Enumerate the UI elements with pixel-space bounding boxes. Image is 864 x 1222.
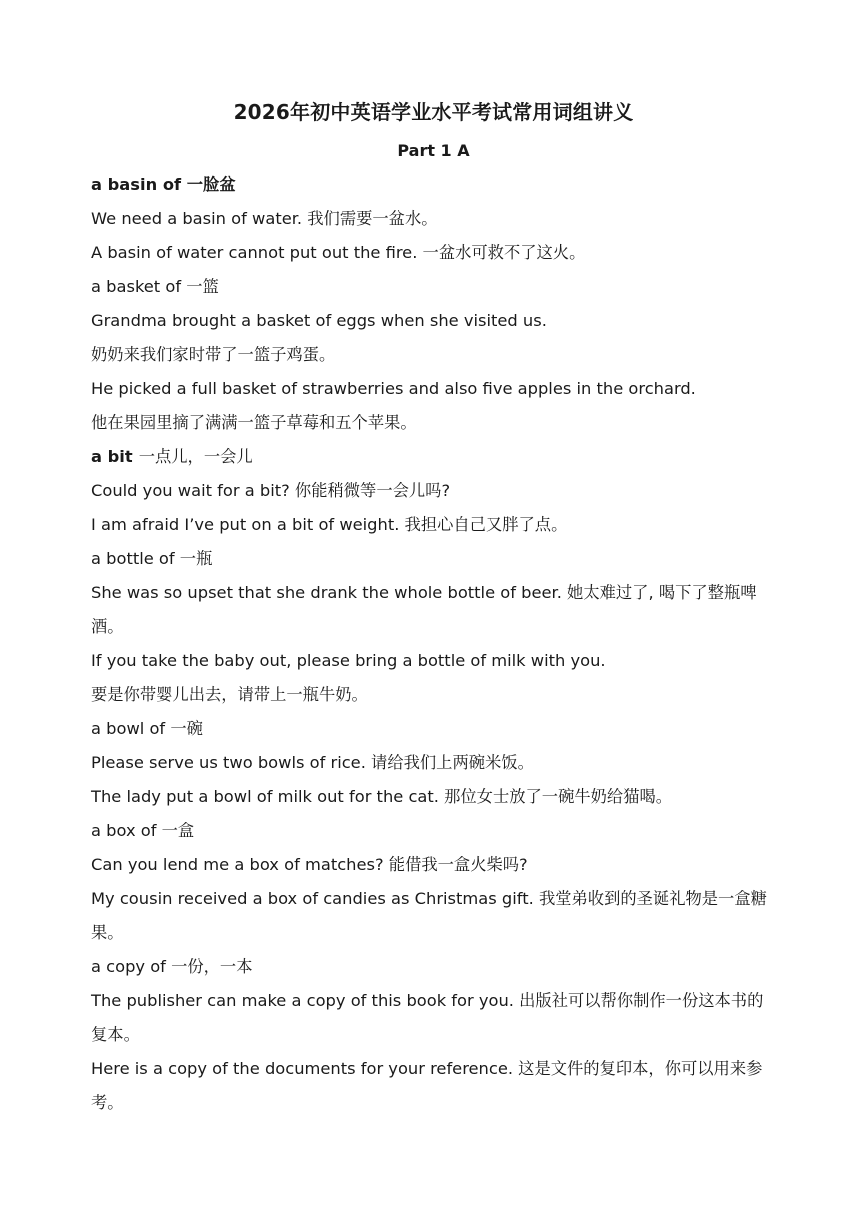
phrase-heading-basket: a basket of 一篮: [91, 277, 219, 296]
example-sentence: Grandma brought a basket of eggs when she visited us.: [91, 311, 547, 330]
example-sentence: We need a basin of water. 我们需要一盆水。: [91, 209, 438, 228]
example-sentence: She was so upset that she drank the whole bottle of beer. 她太难过了, 喝下了整瓶啤酒。: [91, 583, 757, 636]
phrase-heading-copy: a copy of 一份，一本: [91, 957, 253, 976]
example-sentence: He picked a full basket of strawberries and also five apples in the orchard.: [91, 379, 696, 398]
example-translation: 奶奶来我们家时带了一篮子鸡蛋。: [91, 345, 336, 364]
example-translation: 他在果园里摘了满满一篮子草莓和五个苹果。: [91, 413, 417, 432]
example-sentence: Could you wait for a bit? 你能稍微等一会儿吗?: [91, 481, 451, 500]
part-heading: Part 1 A: [397, 141, 470, 160]
example-sentence: Please serve us two bowls of rice. 请给我们上两碗米饭。: [91, 753, 534, 772]
phrase-heading-bottle: a bottle of 一瓶: [91, 549, 213, 568]
phrase-heading-bowl: a bowl of 一碗: [91, 719, 203, 738]
example-sentence: Can you lend me a box of matches? 能借我一盒火柴吗?: [91, 855, 528, 874]
example-sentence: The publisher can make a copy of this book for you. 出版社可以帮你制作一份这本书的复本。: [91, 991, 764, 1044]
phrase-heading-box: a box of 一盒: [91, 821, 195, 840]
phrase-term: a bit: [91, 447, 133, 466]
example-sentence: If you take the baby out, please bring a bottle of milk with you.: [91, 651, 606, 670]
phrase-heading-bit: [91, 440, 776, 474]
phrase-heading-basin: a basin of 一脸盆: [91, 175, 236, 194]
phrase-meaning: 一点儿，一会儿: [138, 447, 253, 466]
example-sentence: I am afraid I’ve put on a bit of weight. 我担心自己又胖了点。: [91, 515, 568, 534]
page-title: 2026年初中英语学业水平考试常用词组讲义: [233, 100, 634, 124]
example-sentence: My cousin received a box of candies as Christmas gift. 我堂弟收到的圣诞礼物是一盒糖果。: [91, 889, 767, 942]
example-translation: 要是你带婴儿出去，请带上一瓶牛奶。: [91, 685, 368, 704]
example-sentence: Here is a copy of the documents for your reference. 这是文件的复印本，你可以用来参考。: [91, 1059, 763, 1112]
example-sentence: A basin of water cannot put out the fire. 一盆水可救不了这火。: [91, 243, 586, 262]
example-sentence: The lady put a bowl of milk out for the cat. 那位女士放了一碗牛奶给猫喝。: [91, 787, 673, 806]
